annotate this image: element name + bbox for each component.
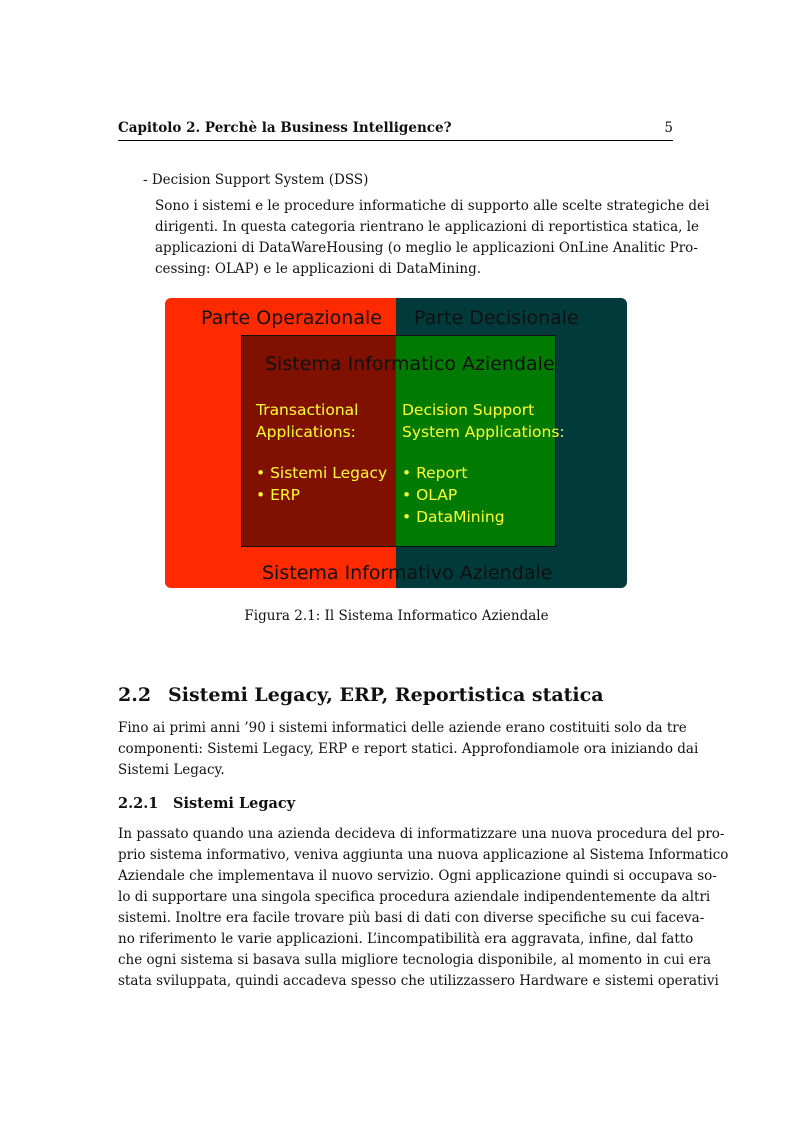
dss-title-line-2: System Applications: (402, 423, 565, 441)
transactional-title-line-2: Applications: (256, 423, 356, 441)
dss-list (402, 462, 505, 528)
text-line: In passato quando una azienda decideva di informatizzare una nuova procedura del pro- (118, 826, 725, 842)
section-paragraph (118, 718, 699, 781)
dss-title (402, 399, 565, 443)
list-item: • OLAP (402, 486, 458, 504)
chapter-title: Capitolo 2. Perchè la Business Intelligence? (118, 120, 452, 136)
transactional-title (256, 399, 358, 443)
informatico-label: Sistema Informatico Aziendale (265, 353, 555, 375)
dss-list-label: - Decision Support System (DSS) (143, 172, 369, 188)
information-system-diagram (165, 298, 627, 588)
text-line: componenti: Sistemi Legacy, ERP e report statici. Approfondiamole ora iniziando dai (118, 741, 699, 757)
text-line: dirigenti. In questa categoria rientrano le applicazioni di reportistica statica, le (155, 219, 700, 235)
text-line: Fino ai primi anni ’90 i sistemi informatici delle aziende erano costituiti solo da tre (118, 720, 687, 736)
subsection-paragraph (118, 824, 729, 992)
dss-paragraph (155, 196, 710, 280)
page-number: 5 (664, 120, 673, 136)
transactional-title-line-1: Transactional (256, 401, 359, 419)
text-line: stata sviluppata, quindi accadeva spesso che utilizzassero Hardware e sistemi operativi (118, 973, 719, 989)
section-number: 2.2 (118, 684, 152, 706)
list-item: • Report (402, 464, 468, 482)
text-line: Aziendale che implementava il nuovo servizio. Ogni applicazione quindi si occupava so- (118, 868, 717, 884)
subsection-title: Sistemi Legacy (173, 795, 296, 812)
informativo-label: Sistema Informativo Aziendale (262, 562, 553, 584)
section-heading (118, 684, 604, 706)
text-line: applicazioni di DataWareHousing (o meglio le applicazioni OnLine Analitic Pro- (155, 240, 698, 256)
text-line: Sistemi Legacy. (118, 762, 225, 778)
running-header (118, 118, 673, 141)
text-line: cessing: OLAP) e le applicazioni di DataMining. (155, 261, 482, 277)
list-item: • DataMining (402, 508, 505, 526)
subsection-heading (118, 795, 295, 812)
text-line: Sono i sistemi e le procedure informatiche di supporto alle scelte strategiche dei (155, 198, 710, 214)
section-title: Sistemi Legacy, ERP, Reportistica statica (168, 684, 604, 706)
operational-label: Parte Operazionale (201, 307, 382, 329)
text-line: sistemi. Inoltre era facile trovare più basi di dati con diverse specifiche su cui faceva- (118, 910, 705, 926)
transactional-list (256, 462, 387, 506)
list-item: • Sistemi Legacy (256, 464, 388, 482)
list-item: • ERP (256, 486, 300, 504)
text-line: no riferimento le varie applicazioni. L’incompatibilità era aggravata, infine, dal fatto (118, 931, 694, 947)
text-line: lo di supportare una singola specifica procedura aziendale indipendentemente da altri (118, 889, 711, 905)
dss-title-line-1: Decision Support (402, 401, 535, 419)
text-line: prio sistema informativo, veniva aggiunta una nuova applicazione al Sistema Informatico (118, 847, 729, 863)
text-line: che ogni sistema si basava sulla migliore tecnologia disponibile, al momento in cui era (118, 952, 711, 968)
figure-caption: Figura 2.1: Il Sistema Informatico Aziendale (244, 608, 549, 624)
subsection-number: 2.2.1 (118, 795, 159, 812)
decisional-label: Parte Decisionale (414, 307, 579, 329)
